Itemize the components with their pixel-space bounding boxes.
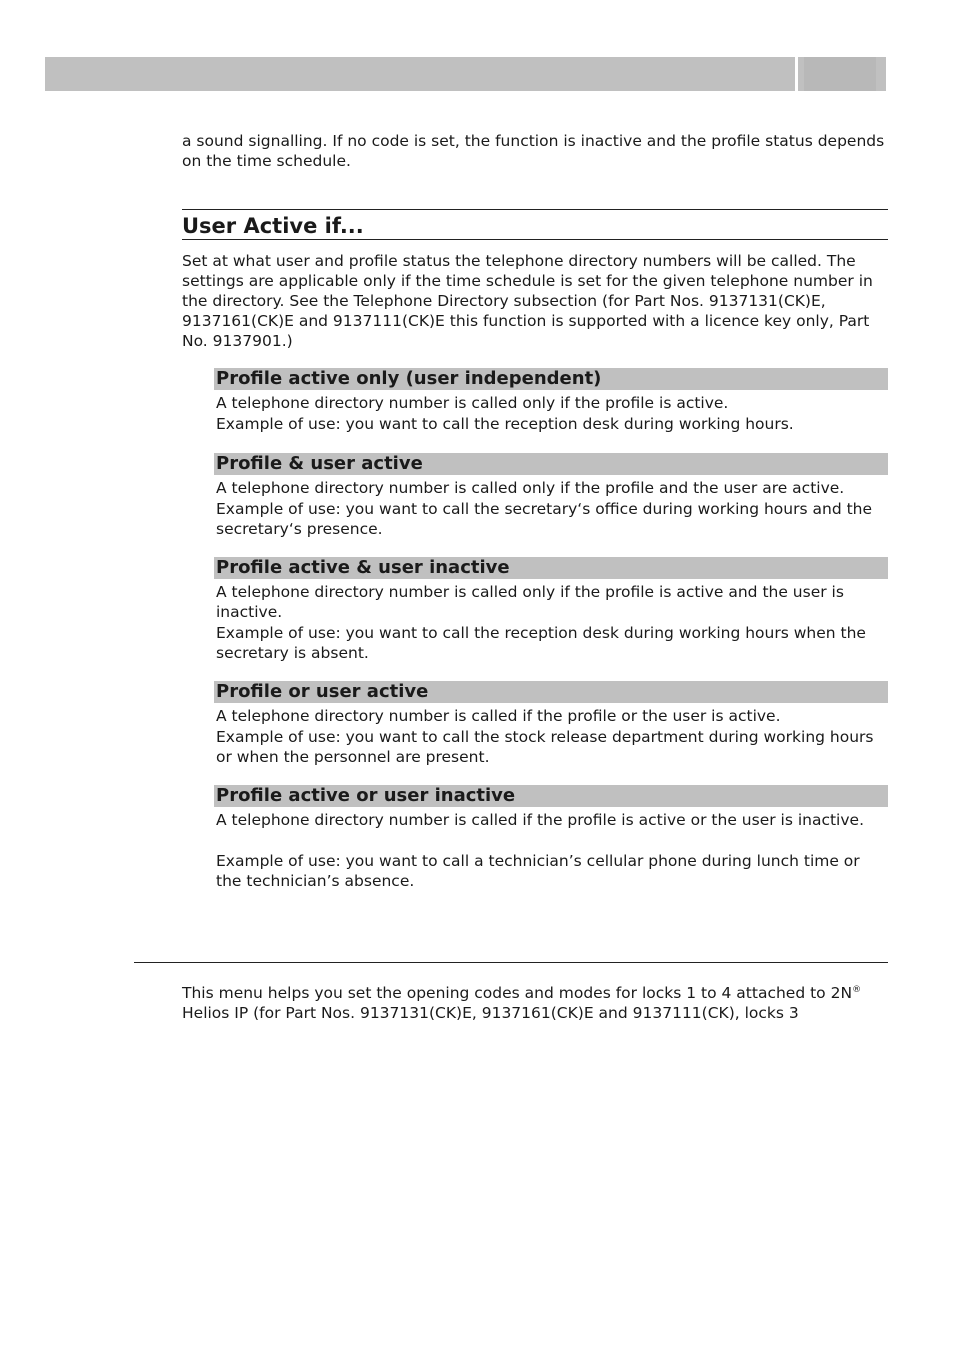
option-text: A telephone directory number is called only if the profile is active and the user is inactive.: [216, 583, 844, 621]
option-title: Profile active & user inactive: [214, 557, 888, 579]
option-text: A telephone directory number is called if the profile or the user is active.: [216, 707, 781, 725]
option-text: A telephone directory number is called only if the profile is active.: [216, 394, 729, 412]
option-example: Example of use: you want to call a technician’s cellular phone during lunch time or the technician’s absence.: [216, 852, 860, 890]
option-text: A telephone directory number is called if the profile is active or the user is inactive.: [216, 811, 865, 829]
lock-text-before: This menu helps you set the opening codes and modes for locks 1 to 4 attached to 2N: [182, 984, 853, 1002]
option-example: Example of use: you want to call the reception desk during working hours.: [216, 415, 794, 433]
option-title: Profile active only (user independent): [214, 368, 888, 390]
registered-mark: ®: [852, 984, 862, 995]
intro-paragraph: a sound signalling. If no code is set, the function is inactive and the profile status depends on the time schedule.: [182, 132, 885, 170]
option-example: Example of use: you want to call the reception desk during working hours when the secretary is absent.: [216, 624, 866, 662]
lock-section-paragraph: [182, 983, 888, 1023]
option-example: Example of use: you want to call the secretary‘s office during working hours and the secretary‘s presence.: [216, 500, 873, 538]
page-number-box-inner: [804, 57, 876, 91]
option-title: Profile & user active: [214, 453, 888, 475]
page-header-bar: [45, 57, 795, 91]
lock-section-rule: [134, 962, 888, 963]
section-bottom-rule: [182, 239, 888, 240]
option-example: Example of use: you want to call the stock release department during working hours or when the personnel are present.: [216, 728, 874, 766]
section-title: User Active if...: [182, 214, 364, 238]
option-title: Profile or user active: [214, 681, 888, 703]
lock-text-after: Helios IP (for Part Nos. 9137131(CK)E, 9137161(CK)E and 9137111(CK), locks 3: [182, 1004, 799, 1022]
page-number-box: [798, 57, 886, 91]
option-text: A telephone directory number is called only if the profile and the user are active.: [216, 479, 845, 497]
section-description: Set at what user and profile status the telephone directory numbers will be called. The settings are applicable only if the time schedule is set for the given telephone number in the directory. See the Telephone Directory subsection (for Part Nos. 9137131(CK)E, 9137161(CK)E and 9137111(CK)E this function is supported with a licence key only, Part No. 9137901.): [182, 252, 873, 350]
section-top-rule: [182, 209, 888, 210]
option-title: Profile active or user inactive: [214, 785, 888, 807]
